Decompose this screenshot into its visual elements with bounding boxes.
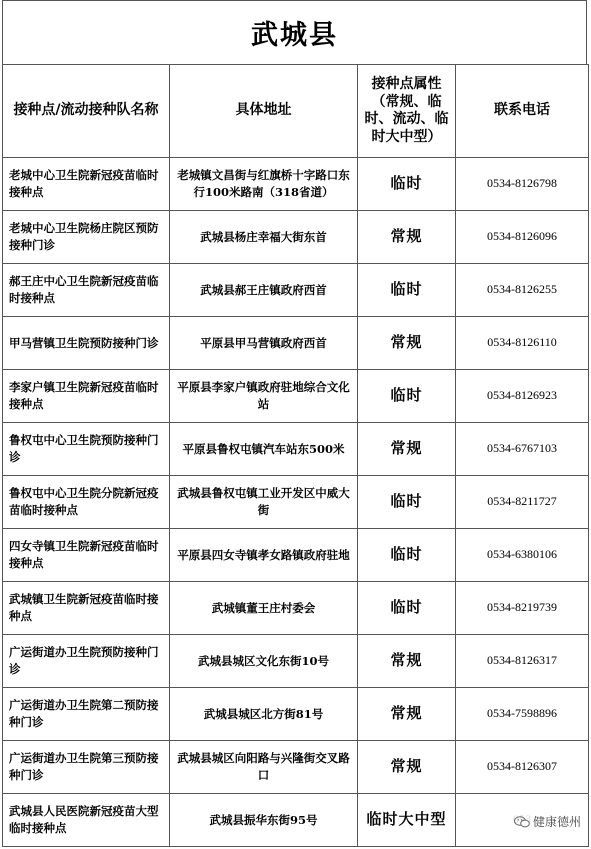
table-row [3,529,589,582]
cell-site: 广运街道办卫生院预防接种门诊 [3,635,170,688]
cell-type: 常规 [358,635,456,688]
watermark [512,812,583,831]
table-row [3,158,589,211]
cell-address: 平原县甲马营镇政府西首 [170,317,358,370]
table-row [3,317,589,370]
table-row [3,370,589,423]
cell-address: 平原县鲁权屯镇汽车站东500米 [170,423,358,476]
cell-site: 老城中心卫生院杨庄院区预防接种门诊 [3,211,170,264]
cell-phone: 0534-8126110 [456,317,589,370]
cell-type: 临时大中型 [358,794,456,847]
cell-site: 广运街道办卫生院第三预防接种门诊 [3,741,170,794]
cell-site: 武城镇卫生院新冠疫苗临时接种点 [3,582,170,635]
cell-address: 平原县四女寺镇孝女路镇政府驻地 [170,529,358,582]
cell-phone: 0534-6767103 [456,423,589,476]
header-phone: 联系电话 [456,65,589,158]
table-row [3,211,589,264]
table-row [3,741,589,794]
cell-phone: 0534-8126317 [456,635,589,688]
table-row [3,635,589,688]
cell-phone: 0534-8126255 [456,264,589,317]
cell-address: 武城县振华东街95号 [170,794,358,847]
page-title: 武城县 [251,20,338,51]
cell-type: 常规 [358,741,456,794]
cell-type: 常规 [358,423,456,476]
table-row [3,582,589,635]
cell-type: 常规 [358,688,456,741]
table-row [3,476,589,529]
cell-type: 临时 [358,370,456,423]
table-row [3,264,589,317]
table-row [3,423,589,476]
cell-type: 临时 [358,264,456,317]
cell-type: 常规 [358,211,456,264]
cell-address: 平原县李家户镇政府驻地综合文化站 [170,370,358,423]
header-type: 接种点属性（常规、临时、流动、临时大中型） [358,65,456,158]
cell-phone: 0534-6380106 [456,529,589,582]
vaccination-sites-table [2,64,589,847]
cell-site: 四女寺镇卫生院新冠疫苗临时接种点 [3,529,170,582]
cell-site: 老城中心卫生院新冠疫苗临时接种点 [3,158,170,211]
cell-phone: 0534-8126923 [456,370,589,423]
cell-address: 武城县郝王庄镇政府西首 [170,264,358,317]
cell-phone: 0534-7598896 [456,688,589,741]
cell-phone: 0534-8126096 [456,211,589,264]
table-row [3,794,589,847]
cell-address: 武城县城区向阳路与兴隆街交叉路口 [170,741,358,794]
cell-address: 武城县城区北方街81号 [170,688,358,741]
cell-address: 武城县杨庄幸福大街东首 [170,211,358,264]
cell-site: 广运街道办卫生院第二预防接种门诊 [3,688,170,741]
cell-type: 临时 [358,582,456,635]
cell-phone: 0534-8211727 [456,476,589,529]
cell-phone: 0534-8126798 [456,158,589,211]
wechat-icon [514,816,530,828]
cell-type: 临时 [358,476,456,529]
cell-site: 武城县人民医院新冠疫苗大型临时接种点 [3,794,170,847]
watermark-text: 健康德州 [532,815,581,829]
table-title-box [2,0,587,64]
header-address: 具体地址 [170,65,358,158]
header-site: 接种点/流动接种队名称 [3,65,170,158]
cell-site: 李家户镇卫生院新冠疫苗临时接种点 [3,370,170,423]
cell-type: 常规 [358,317,456,370]
cell-type: 临时 [358,158,456,211]
cell-phone: 0534-8219739 [456,582,589,635]
cell-address: 武城县鲁权屯镇工业开发区中威大街 [170,476,358,529]
cell-address: 武城县城区文化东街10号 [170,635,358,688]
table-row [3,688,589,741]
cell-site: 鲁权屯中心卫生院分院新冠疫苗临时接种点 [3,476,170,529]
cell-phone: 0534-8126307 [456,741,589,794]
cell-type: 临时 [358,529,456,582]
cell-site: 鲁权屯中心卫生院预防接种门诊 [3,423,170,476]
cell-address: 武城镇董王庄村委会 [170,582,358,635]
cell-site: 甲马营镇卫生院预防接种门诊 [3,317,170,370]
table-header-row [3,65,589,158]
cell-site: 郝王庄中心卫生院新冠疫苗临时接种点 [3,264,170,317]
cell-address: 老城镇文昌街与红旗桥十字路口东行100米路南（318省道） [170,158,358,211]
